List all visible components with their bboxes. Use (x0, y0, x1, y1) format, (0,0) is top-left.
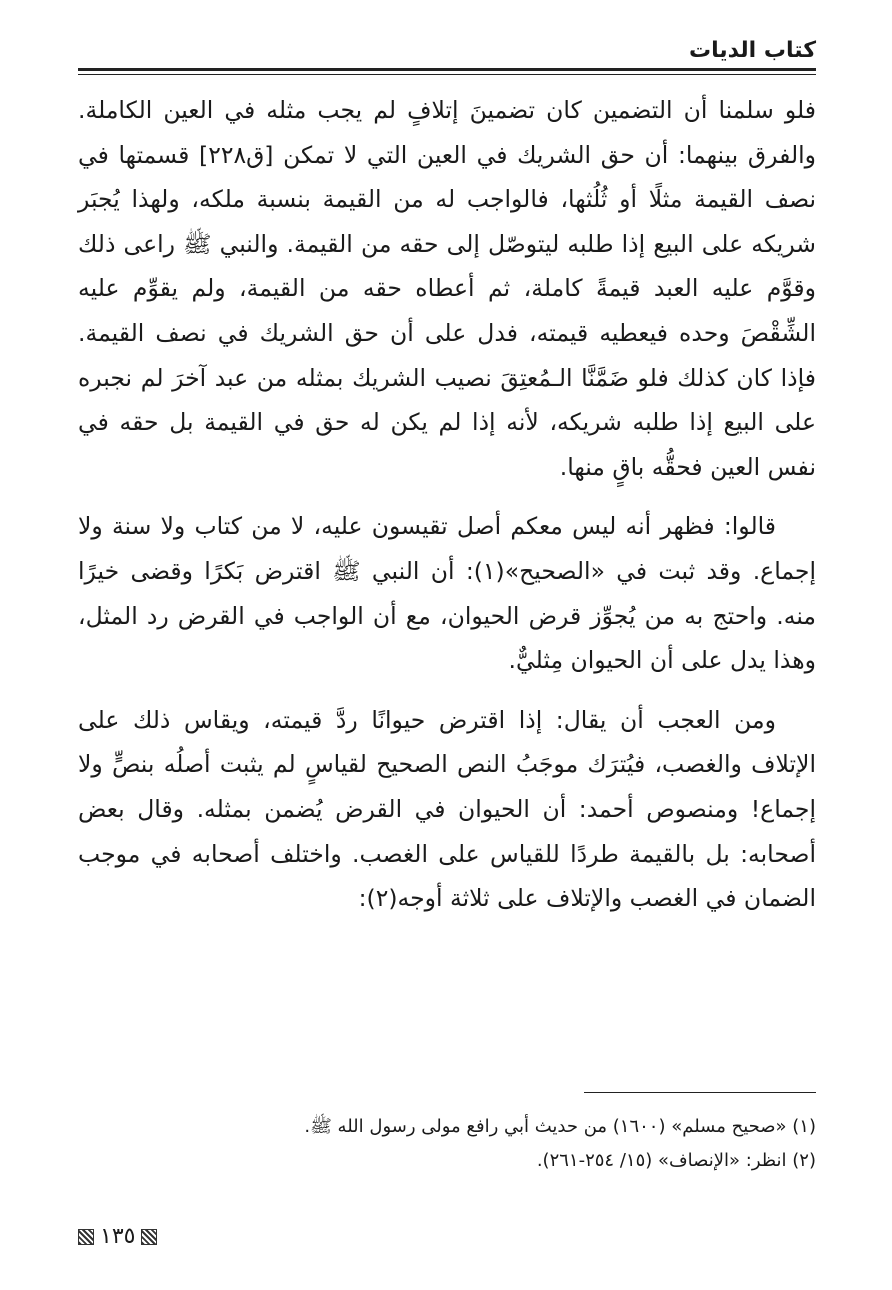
header-rule-thin (78, 74, 816, 75)
body-text (78, 88, 816, 921)
footnote-separator (584, 1092, 816, 1093)
paragraph-3: ومن العجب أن يقال: إذا اقترض حيوانًا ردَّ قيمته، ويقاس ذلك على الإتلاف والغصب، فيُترَك موجَبُ النص الصحيح لقياسٍ لم يثبت أصلُه بنصٍّ ولا إجماع! ومنصوص أحمد: أن الحيوان في القرض يُضمن بمثله. وقال بعض أصحابه: بل بالقيمة طردًا للقياس على الغصب. واختلف أصحابه في موجب الضمان في الغصب والإتلاف على ثلاثة أوجه(٢): (78, 705, 816, 913)
page-number: ١٣٥ (100, 1224, 136, 1249)
ornament-icon (141, 1229, 157, 1245)
footnote-1: (١) «صحيح مسلم» (١٦٠٠) من حديث أبي رافع مولى رسول الله ﷺ. (304, 1116, 816, 1137)
book-page (78, 0, 816, 1290)
footnotes (78, 1110, 816, 1178)
running-header: كتاب الديات (689, 38, 816, 63)
paragraph-1: فلو سلمنا أن التضمين كان تضمينَ إتلافٍ لم يجب مثله في العين الكاملة. والفرق بينهما: أن حق الشريك في العين التي لا تمكن [ق٢٢٨] قسمتها في نصف القيمة مثلًا أو ثُلُثها، فالواجب له من القيمة بنسبة ملكه، ولهذا يُجبَر شريكه على البيع إذا طلبه ليتوصّل إلى حقه من القيمة. والنبي ﷺ راعى ذلك وقوَّم عليه العبد قيمةً كاملة، ثم أعطاه حقه من القيمة، ولم يقوِّم عليه الشِّقْصَ وحده فيعطيه قيمته، فدل على أن حق الشريك في نصف القيمة. فإذا كان كذلك فلو ضَمَّنَّا الـمُعتِقَ نصيب الشريك بمثله من عبد آخرَ لم نجبره على البيع إذا طلبه شريكه، لأنه إذا لم يكن له حق في القيمة بل حقه في نفس العين فحقُّه باقٍ منها. (78, 96, 816, 481)
page-number-area (78, 1224, 157, 1250)
header-rule-thick (78, 68, 816, 71)
ornament-icon (78, 1229, 94, 1245)
paragraph-2: قالوا: فظهر أنه ليس معكم أصل تقيسون عليه، لا من كتاب ولا سنة ولا إجماع. وقد ثبت في «الصحيح»(١): أن النبي ﷺ اقترض بَكرًا وقضى خيرًا منه. واحتج به من يُجوِّز قرض الحيوان، مع أن الواجب في القرض رد المثل، وهذا يدل على أن الحيوان مِثليٌّ. (78, 512, 816, 675)
footnote-2: (٢) انظر: «الإنصاف» (١٥/ ٢٥٤-٢٦١). (536, 1150, 816, 1171)
